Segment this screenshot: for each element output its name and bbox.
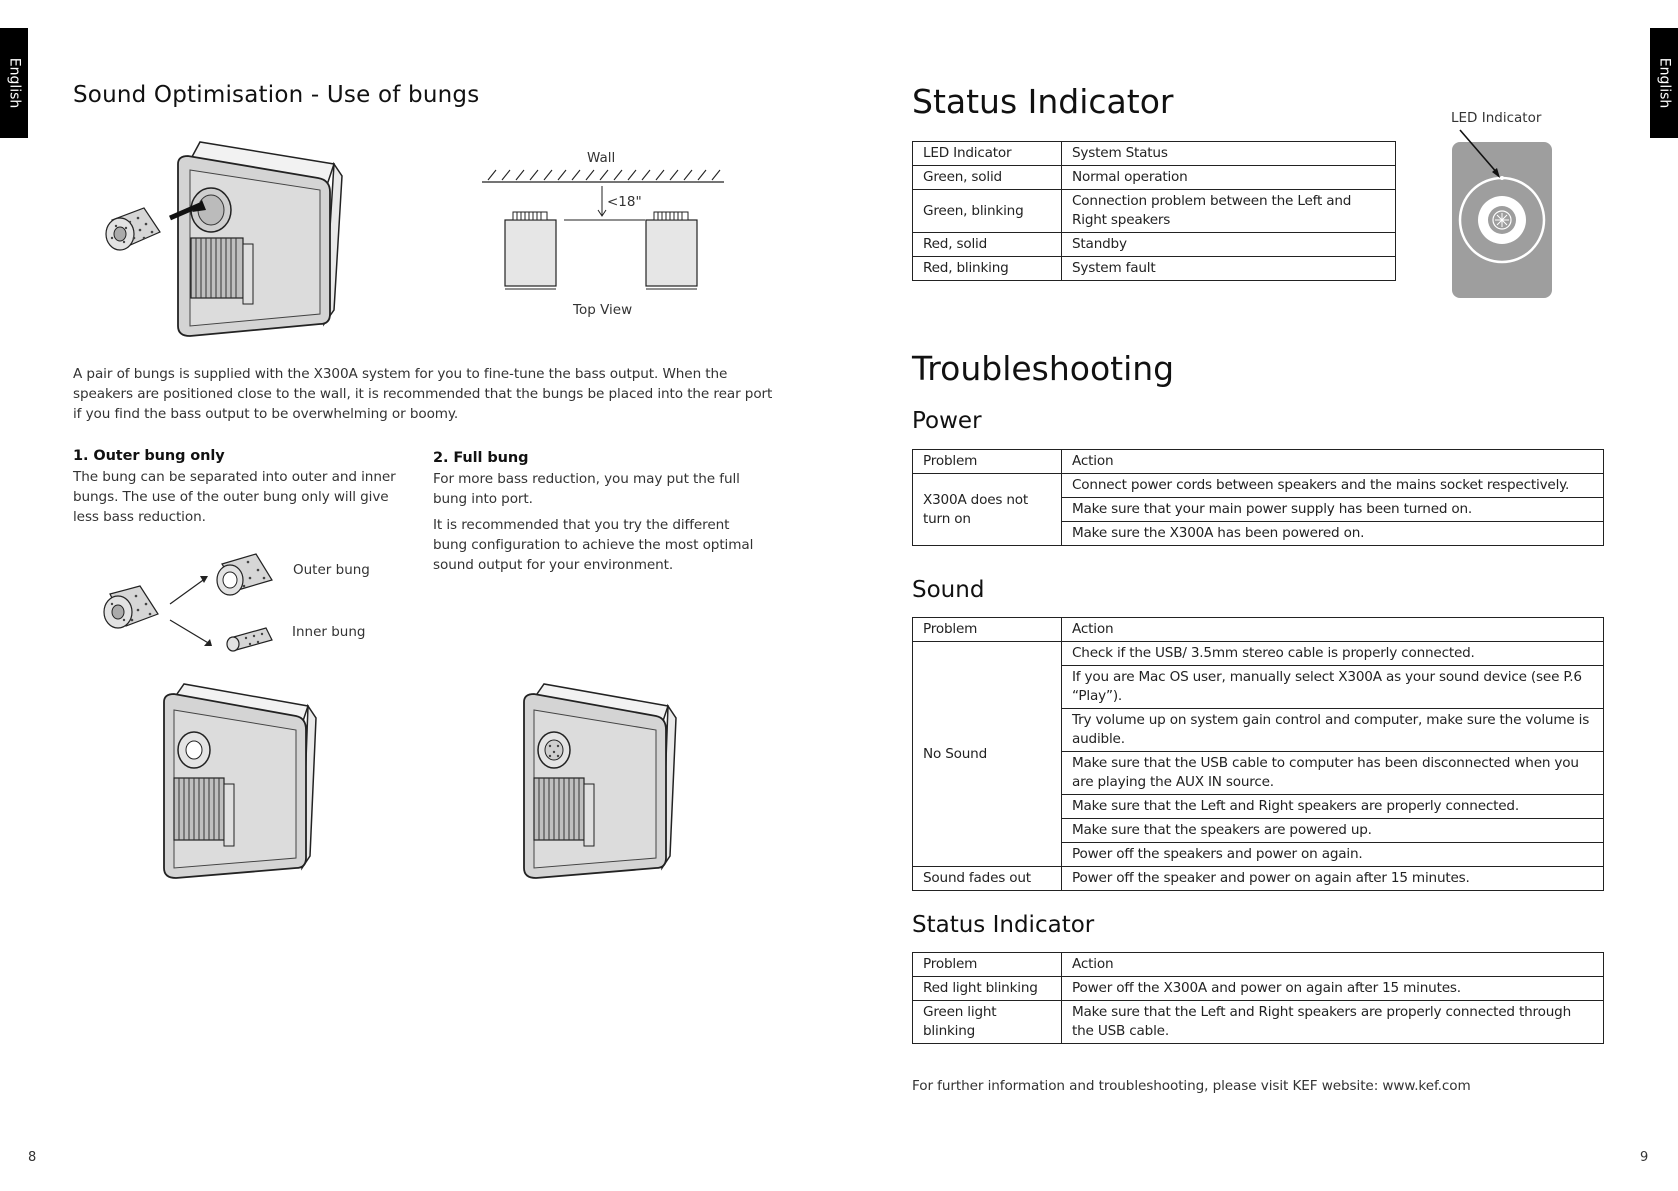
status-indicator-subtitle: Status Indicator [912, 912, 1095, 938]
table-cell: X300A does not turn on [913, 474, 1062, 546]
table-cell: Red, blinking [913, 257, 1062, 281]
table-row [913, 450, 1604, 474]
troubleshooting-title: Troubleshooting [912, 349, 1175, 388]
power-title: Power [912, 408, 982, 434]
table-cell: Make sure that the Left and Right speakers are properly connected. [1062, 795, 1604, 819]
speaker-full-bung-illustration [518, 680, 688, 880]
table-cell: Make sure the X300A has been powered on. [1062, 522, 1604, 546]
page-number-left: 8 [28, 1150, 37, 1165]
table-row [913, 618, 1604, 642]
speaker-outer-bung-illustration [158, 680, 328, 880]
full-bung-text-2: It is recommended that you try the different bung configuration to achieve the most optimal sound output for your environment. [433, 517, 754, 573]
sound-optimisation-title: Sound Optimisation - Use of bungs [73, 82, 480, 108]
table-cell: Power off the speaker and power on again after 15 minutes. [1062, 867, 1604, 891]
outer-bung-section [73, 446, 403, 527]
speaker-bung-insertion-illustration [98, 138, 358, 338]
table-cell: Red light blinking [913, 977, 1062, 1001]
outer-bung-label: Outer bung [293, 562, 370, 578]
distance-label: <18" [607, 194, 642, 210]
full-bung-heading: 2. Full bung [433, 450, 529, 466]
bung-separation-illustration [100, 548, 290, 658]
table-row [913, 977, 1604, 1001]
table-cell: Make sure that the Left and Right speakers are properly connected through the USB cable. [1062, 1001, 1604, 1044]
table-row [913, 233, 1396, 257]
table-cell: If you are Mac OS user, manually select X300A as your sound device (see P.6 “Play”). [1062, 666, 1604, 709]
bungs-intro-paragraph: A pair of bungs is supplied with the X300A system for you to fine-tune the bass output. When the speakers are positioned close to the wall, it is recommended that the bungs be placed into the rear port if you find the bass output to be overwhelming or boomy. [73, 366, 773, 422]
inner-bung-label: Inner bung [292, 624, 366, 640]
table-header-cell: LED Indicator [913, 142, 1062, 166]
table-row [913, 142, 1396, 166]
top-view-diagram [480, 168, 730, 296]
table-row [913, 474, 1604, 498]
table-cell: Green, blinking [913, 190, 1062, 233]
table-cell: Try volume up on system gain control and computer, make sure the volume is audible. [1062, 709, 1604, 752]
sound-table [912, 617, 1604, 891]
table-cell: System fault [1062, 257, 1396, 281]
table-cell: Normal operation [1062, 166, 1396, 190]
table-header-cell: System Status [1062, 142, 1396, 166]
status-indicator-title: Status Indicator [912, 82, 1174, 121]
table-cell: Sound fades out [913, 867, 1062, 891]
full-bung-text-1: For more bass reduction, you may put the full bung into port. [433, 471, 740, 507]
table-row [913, 642, 1604, 666]
sound-title: Sound [912, 577, 985, 603]
table-row [913, 190, 1396, 233]
table-header-cell: Problem [913, 450, 1062, 474]
table-cell: Make sure that the USB cable to computer has been disconnected when you are playing the AUX IN source. [1062, 752, 1604, 795]
status-problem-table [912, 952, 1604, 1044]
table-row [913, 166, 1396, 190]
table-header-cell: Problem [913, 618, 1062, 642]
outer-bung-heading: 1. Outer bung only [73, 448, 225, 464]
table-row [913, 1001, 1604, 1044]
power-table [912, 449, 1604, 546]
footer-website-note: For further information and troubleshooting, please visit KEF website: www.kef.com [912, 1078, 1471, 1094]
table-cell: Standby [1062, 233, 1396, 257]
status-indicator-table [912, 141, 1396, 281]
table-cell: Power off the X300A and power on again after 15 minutes. [1062, 977, 1604, 1001]
table-row [913, 953, 1604, 977]
table-cell: Green light blinking [913, 1001, 1062, 1044]
table-cell: Power off the speakers and power on again. [1062, 843, 1604, 867]
table-cell: Connection problem between the Left and Right speakers [1062, 190, 1396, 233]
table-header-cell: Action [1062, 618, 1604, 642]
table-row [913, 867, 1604, 891]
full-bung-section [433, 448, 763, 575]
table-cell: Check if the USB/ 3.5mm stereo cable is properly connected. [1062, 642, 1604, 666]
led-indicator-illustration [1448, 128, 1558, 303]
led-indicator-label: LED Indicator [1451, 110, 1542, 126]
table-cell: No Sound [913, 642, 1062, 867]
table-header-cell: Problem [913, 953, 1062, 977]
table-cell: Make sure that your main power supply has been turned on. [1062, 498, 1604, 522]
table-cell: Make sure that the speakers are powered up. [1062, 819, 1604, 843]
language-tab-left: English [0, 28, 28, 138]
top-view-label: Top View [573, 302, 633, 318]
table-row [913, 257, 1396, 281]
table-header-cell: Action [1062, 450, 1604, 474]
page-number-right: 9 [1640, 1150, 1649, 1165]
outer-bung-text: The bung can be separated into outer and inner bungs. The use of the outer bung only will give less bass reduction. [73, 469, 396, 525]
wall-label: Wall [587, 150, 616, 166]
language-tab-right: English [1650, 28, 1678, 138]
table-cell: Green, solid [913, 166, 1062, 190]
table-cell: Red, solid [913, 233, 1062, 257]
table-cell: Connect power cords between speakers and the mains socket respectively. [1062, 474, 1604, 498]
table-header-cell: Action [1062, 953, 1604, 977]
